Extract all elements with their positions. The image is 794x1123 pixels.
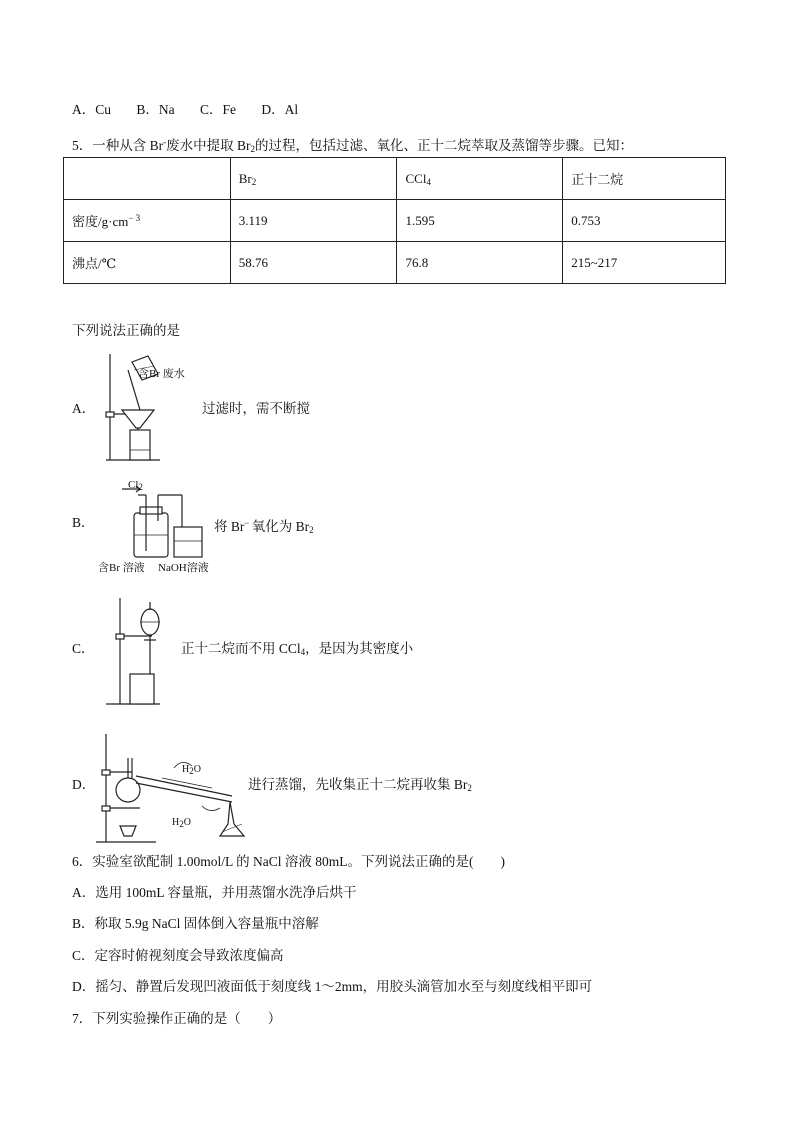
figure-label-h2o-bottom: $H_2O$	[172, 817, 191, 829]
table-header-cell: $Br_2$	[230, 158, 397, 200]
q5-option-a-text: 过滤时，需不断搅	[202, 401, 310, 416]
figure-label-br-solution: 含Br 溶液	[98, 562, 145, 574]
figure-label-waste-water: 含Br 废水	[138, 368, 185, 380]
q6-option-c: C．定容时俯视刻度会导致浓度偏高	[72, 948, 284, 963]
oxidation-apparatus-figure	[96, 475, 212, 575]
table-row	[64, 242, 726, 284]
q4-option-c: C．Fe	[200, 102, 237, 117]
q5-stem: 5．一种从含 Br-废水中提取 $Br_2$的过程，包括过滤、氧化、正十二烷萃取及蒸馏等步骤。已知：	[72, 137, 633, 154]
q6-option-d: D．摇匀、静置后发现凹液面低于刻度线 1～2mm，用胶头滴管加水至与刻度线相平即可	[72, 979, 593, 994]
table-row-label: 密度$/g\cdot cm^{- 3}$	[64, 200, 231, 242]
table-cell: 0.753	[563, 200, 726, 242]
q5-option-c-text: 正十二烷而不用 CCl$_4$，是因为其密度小	[181, 641, 414, 657]
distillation-apparatus-figure	[92, 728, 252, 848]
q4-option-a: A．Cu	[72, 102, 112, 117]
table-cell: 76.8	[397, 242, 563, 284]
q4-option-d: D．Al	[261, 102, 299, 117]
properties-table	[63, 157, 726, 284]
table-cell: 215~217	[563, 242, 726, 284]
table-cell: 58.76	[230, 242, 397, 284]
table-row	[64, 200, 726, 242]
table-cell: 1.595	[397, 200, 563, 242]
q4-option-b: B．Na	[136, 102, 175, 117]
q5-option-c-letter: C．	[72, 641, 95, 656]
filtration-apparatus-figure	[100, 352, 210, 464]
table-cell: 3.119	[230, 200, 397, 242]
q4-options	[72, 101, 298, 119]
q6-option-b: B．称取 5.9g NaCl 固体倒入容量瓶中溶解	[72, 916, 319, 931]
table-row-label: 沸点/℃	[64, 242, 231, 284]
q5-option-a-letter: A．	[72, 401, 96, 416]
q5-option-d-letter: D．	[72, 777, 96, 792]
q5-prompt: 下列说法正确的是	[72, 323, 180, 338]
table-header-cell: CCl$_4$	[397, 158, 563, 200]
extraction-apparatus-figure	[104, 594, 174, 708]
figure-label-naoh-solution: NaOH溶液	[158, 562, 209, 574]
q5-option-b-text: 将 Br− 氧化为 $Br_2$	[214, 518, 314, 535]
q6-option-a: A．选用 100mL 容量瓶，并用蒸馏水洗净后烘干	[72, 885, 357, 900]
table-header-row	[64, 158, 726, 200]
q7-stem: 7．下列实验操作正确的是（ ）	[72, 1011, 282, 1026]
figure-label-cl2: $Cl_2$	[128, 479, 143, 492]
q6-stem: 6．实验室欲配制 1.00mol/L 的 NaCl 溶液 80mL。下列说法正确的是( )	[72, 854, 505, 869]
table-header-cell: 正十二烷	[563, 158, 726, 200]
q5-option-b-letter: B．	[72, 515, 95, 530]
table-header-cell	[64, 158, 231, 200]
figure-label-h2o-top: $H_2O$	[182, 764, 201, 776]
q5-option-d-text: 进行蒸馏，先收集正十二烷再收集 $Br_2$	[248, 777, 472, 793]
